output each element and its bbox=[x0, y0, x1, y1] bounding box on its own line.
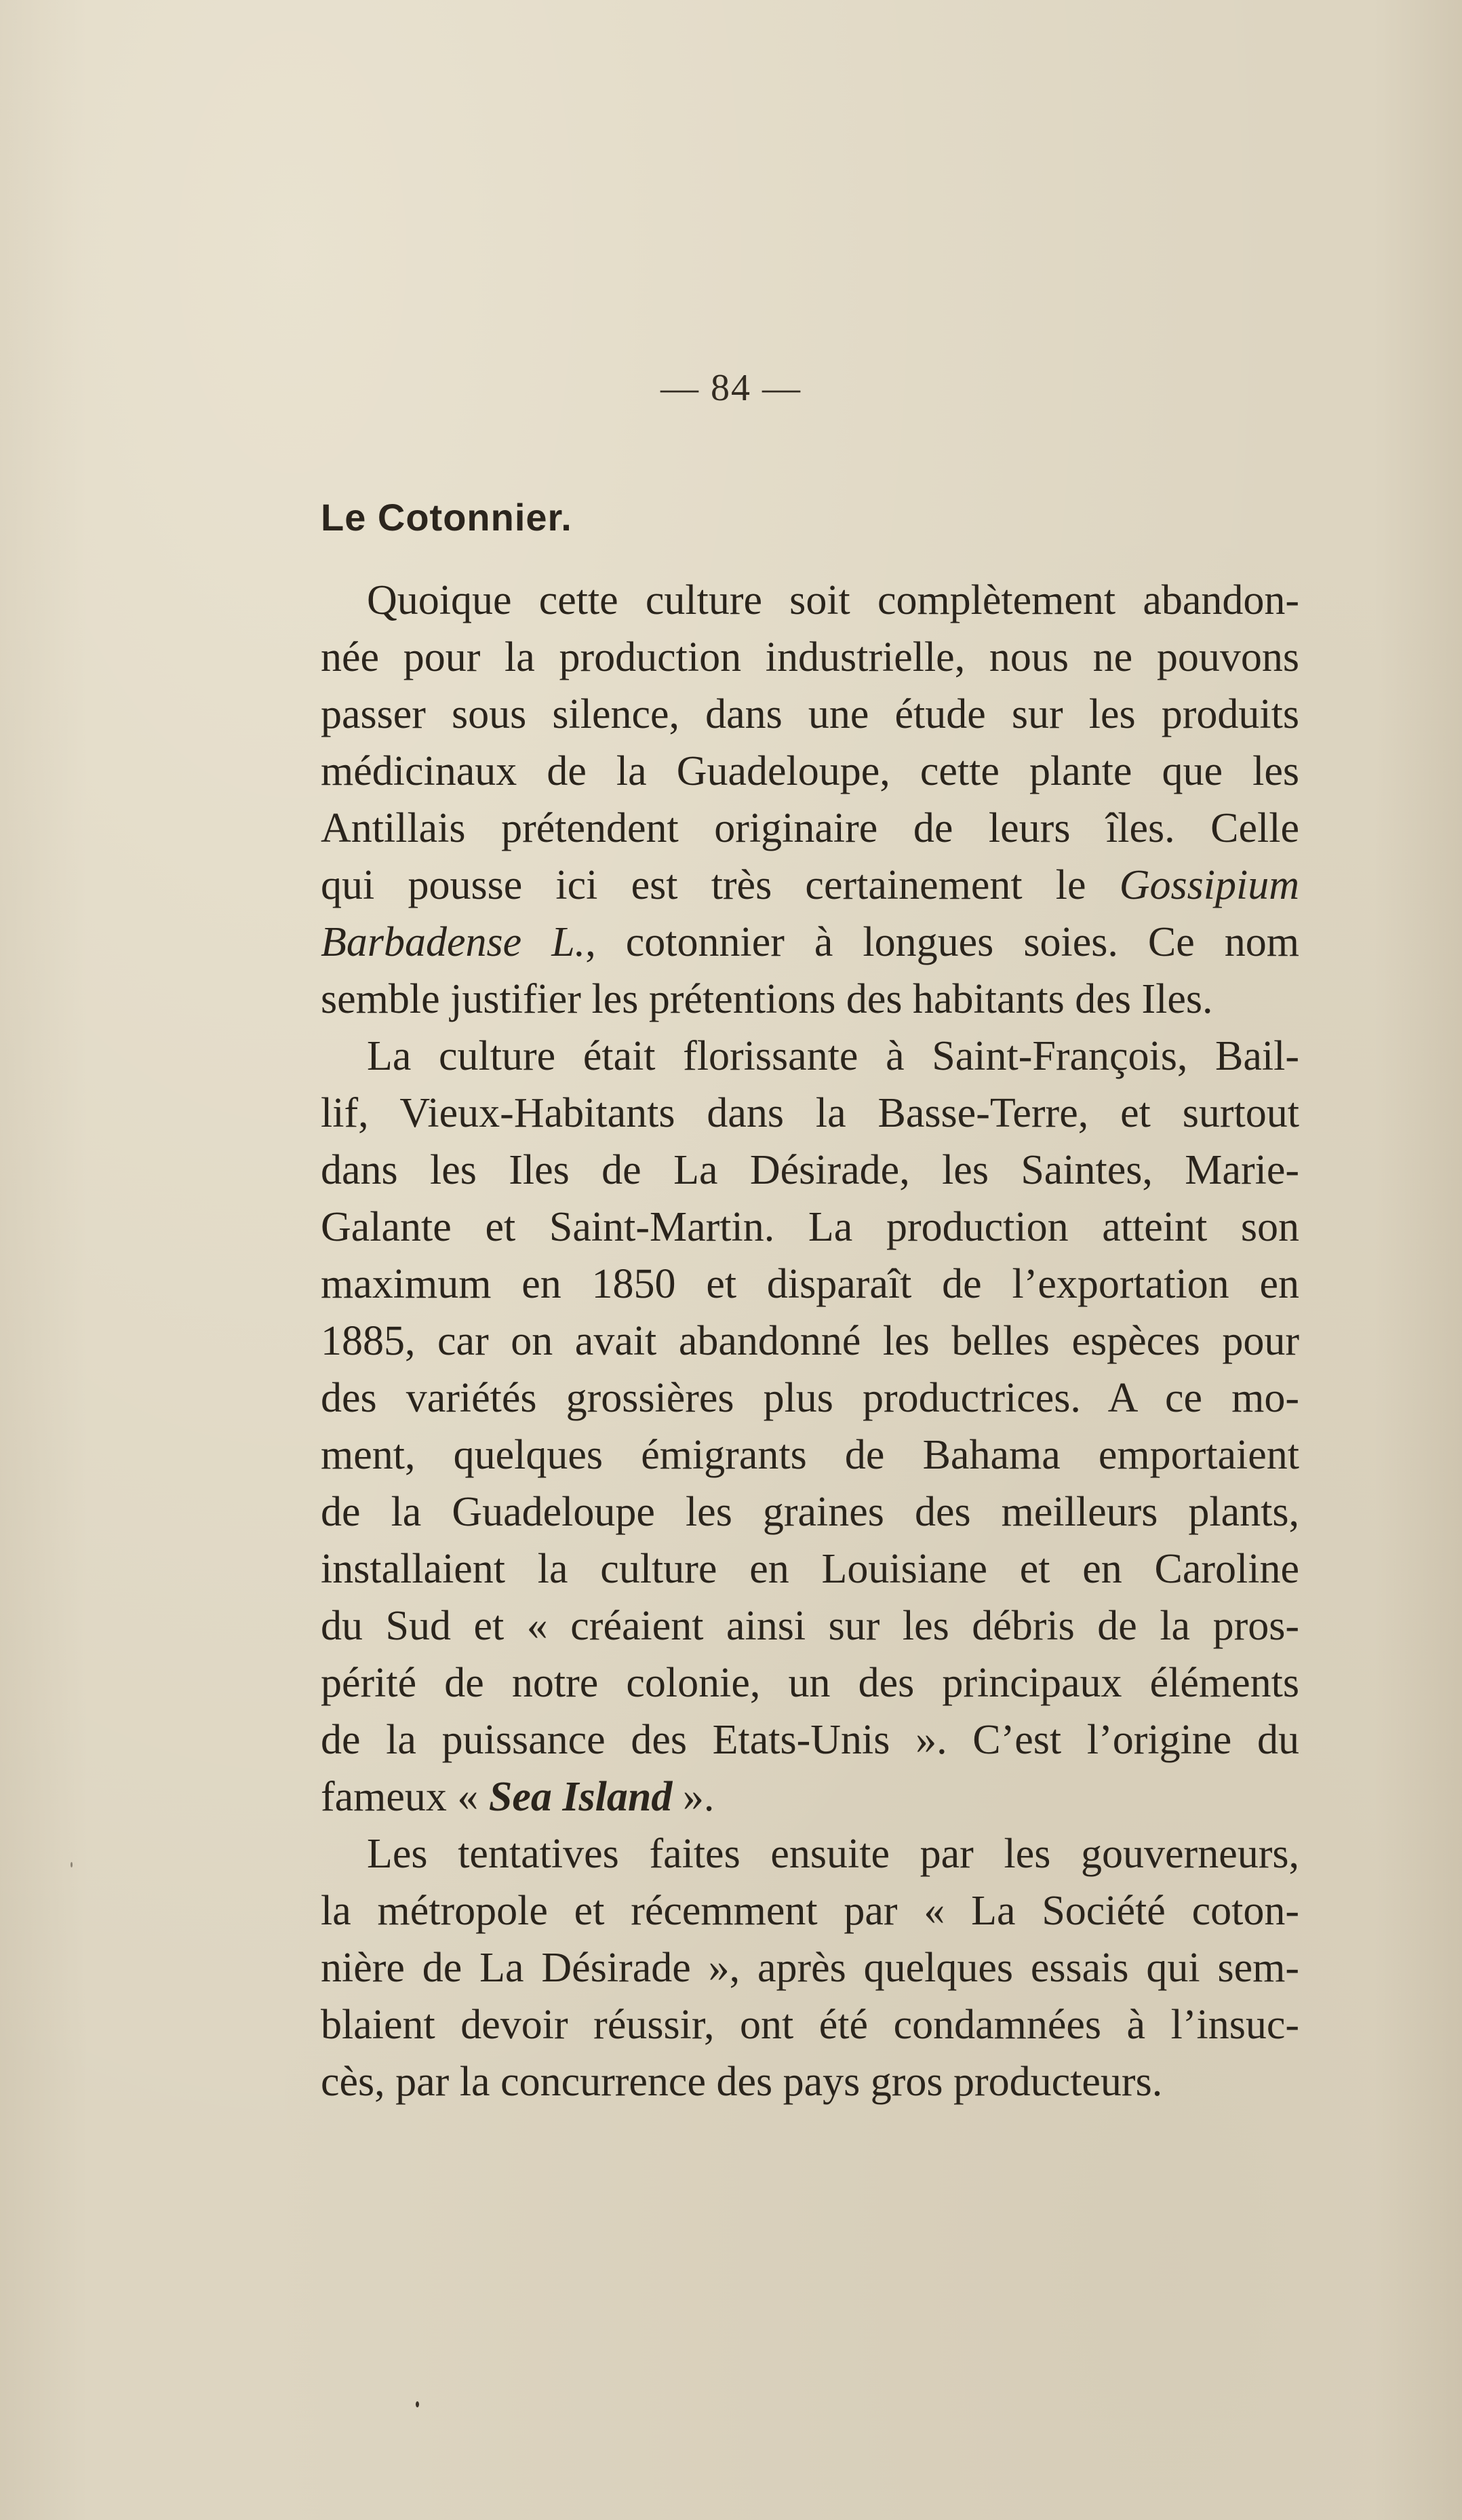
text-line: dans les Iles de La Désirade, les Saintes, Marie- bbox=[321, 1147, 1299, 1193]
text-line: semble justifier les prétentions des habitants des Iles. bbox=[321, 976, 1213, 1022]
product-name-italic: Sea Island bbox=[488, 1774, 673, 1820]
text-line: la métropole et récemment par « La Société coton- bbox=[321, 1888, 1299, 1934]
text-segment: fameux « bbox=[321, 1774, 489, 1820]
paragraph-3 bbox=[321, 1825, 1299, 2110]
text-line: cès, par la concurrence des pays gros producteurs. bbox=[321, 2059, 1163, 2105]
text-line: Galante et Saint-Martin. La production atteint son bbox=[321, 1204, 1299, 1250]
text-line bbox=[321, 914, 1299, 971]
species-name-italic: Gossipium bbox=[1119, 862, 1300, 908]
text-line: 1885, car on avait abandonné les belles espèces pour bbox=[321, 1318, 1299, 1364]
text-line: Quoique cette culture soit complètement abandon- bbox=[367, 577, 1299, 623]
paragraph-1 bbox=[321, 572, 1299, 1028]
text-line: passer sous silence, dans une étude sur les produits bbox=[321, 691, 1299, 737]
body-text bbox=[321, 572, 1299, 2110]
text-line: Les tentatives faites ensuite par les gouverneurs, bbox=[367, 1831, 1299, 1877]
text-line: Antillais prétendent originaire de leurs îles. Celle bbox=[321, 805, 1299, 851]
text-line: La culture était florissante à Saint-François, Bail- bbox=[367, 1033, 1299, 1079]
text-line: du Sud et « créaient ainsi sur les débris de la pros- bbox=[321, 1603, 1299, 1649]
page-number: — 84 — bbox=[660, 367, 802, 409]
text-line: lif, Vieux-Habitants dans la Basse-Terre, et surtout bbox=[321, 1090, 1299, 1136]
text-line bbox=[321, 857, 1299, 914]
text-line: née pour la production industrielle, nous ne pouvons bbox=[321, 634, 1299, 680]
text-line: de la Guadeloupe les graines des meilleurs plants, bbox=[321, 1489, 1299, 1535]
text-line bbox=[321, 1768, 1299, 1825]
text-segment: qui pousse ici est très certainement le bbox=[321, 862, 1086, 908]
text-line: installaient la culture en Louisiane et en Caroline bbox=[321, 1546, 1299, 1592]
section-heading: Le Cotonnier. bbox=[321, 496, 572, 539]
paragraph-2 bbox=[321, 1028, 1299, 1825]
text-line: des variétés grossières plus productrices. A ce mo- bbox=[321, 1375, 1299, 1421]
text-line: ment, quelques émigrants de Bahama emportaient bbox=[321, 1432, 1299, 1478]
text-line: maximum en 1850 et disparaît de l’exportation en bbox=[321, 1261, 1299, 1307]
text-line: nière de La Désirade », après quelques essais qui sem- bbox=[321, 1945, 1299, 1991]
text-line: périté de notre colonie, un des principaux éléments bbox=[321, 1660, 1299, 1706]
ink-speck bbox=[71, 1862, 73, 1867]
text-segment: , cotonnier à longues soies. Ce nom bbox=[585, 919, 1299, 965]
text-line: médicinaux de la Guadeloupe, cette plante que les bbox=[321, 748, 1299, 794]
text-line: de la puissance des Etats-Unis ». C’est l’origine du bbox=[321, 1717, 1299, 1763]
ink-speck bbox=[416, 2401, 419, 2407]
text-segment: ». bbox=[672, 1774, 715, 1820]
text-line: blaient devoir réussir, ont été condamnées à l’insuc- bbox=[321, 2002, 1299, 2048]
species-name-italic: Barbadense L. bbox=[321, 919, 586, 965]
